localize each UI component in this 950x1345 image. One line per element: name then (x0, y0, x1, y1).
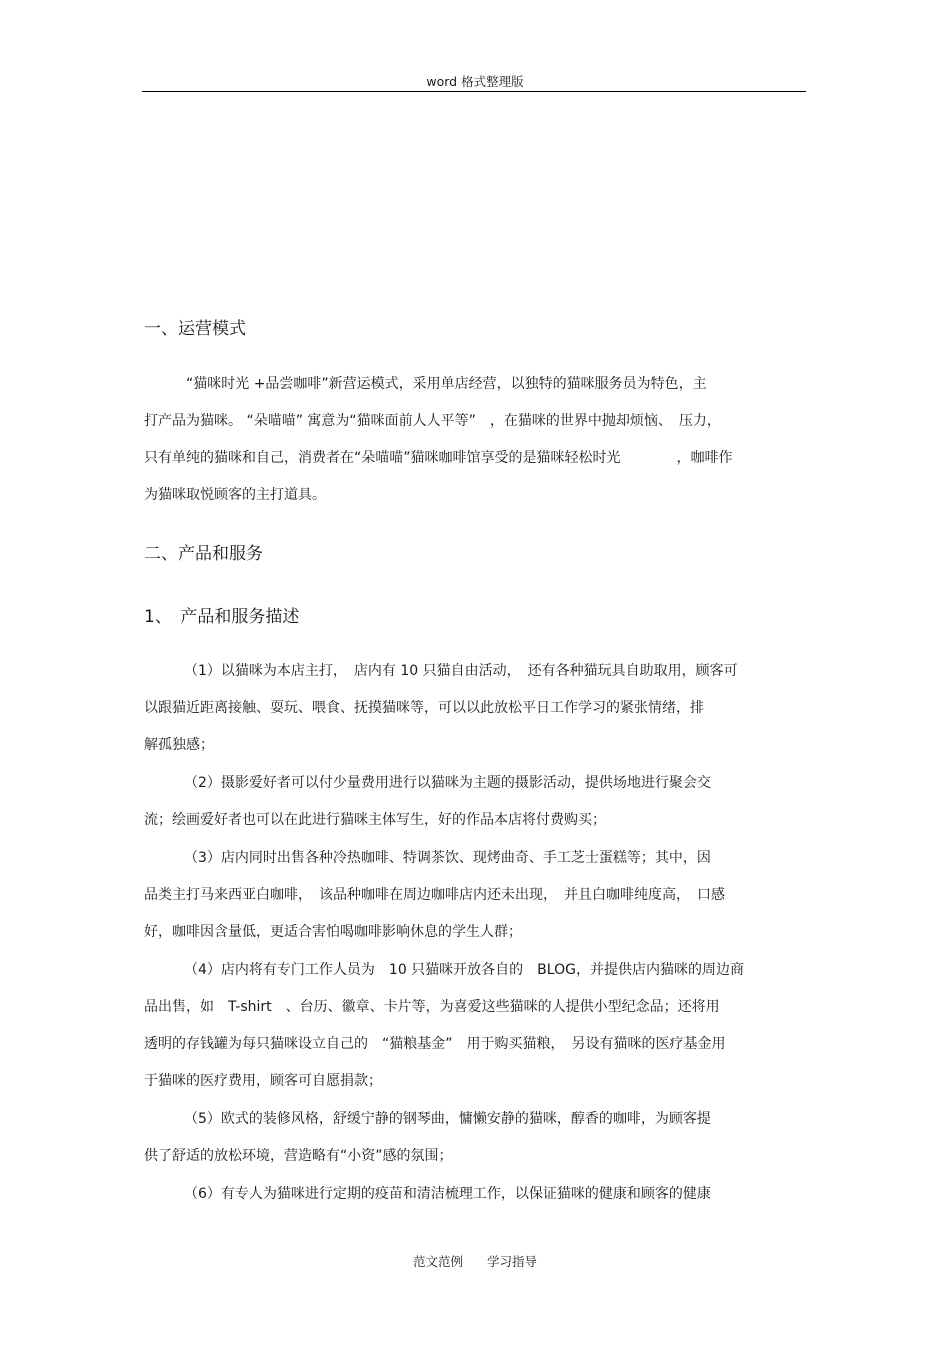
paragraph-line: （2）摄影爱好者可以付少量费用进行以猫咪为主题的摄影活动，提供场地进行聚会交 (184, 775, 711, 791)
page-footer (0, 1252, 950, 1270)
paragraph-line: 流；绘画爱好者也可以在此进行猫咪主体写生，好的作品本店将付费购买； (144, 812, 606, 828)
paragraph-line: （3）店内同时出售各种冷热咖啡、特调茶饮、现烤曲奇、手工芝士蛋糕等；其中，因 (184, 850, 711, 866)
paragraph-line: 只有单纯的猫咪和自己，消费者在“朵喵喵”猫咪咖啡馆享受的是猫咪轻松时光 ，咖啡作 (144, 450, 733, 466)
paragraph-line: 好，咖啡因含量低，更适合害怕喝咖啡影响休息的学生人群； (144, 924, 522, 940)
footer-right: 学习指导 (486, 1254, 537, 1269)
paragraph-line: 品类主打马来西亚白咖啡， 该品种咖啡在周边咖啡店内还未出现， 并且白咖啡纯度高， 口感 (144, 887, 725, 903)
page-header: word 格式整理版 (426, 74, 524, 89)
paragraph-line: 解孤独感； (144, 737, 214, 753)
paragraph-line: （5）欧式的装修风格，舒缓宁静的钢琴曲，慵懒安静的猫咪，醇香的咖啡，为顾客提 (184, 1111, 711, 1127)
header-rule (142, 91, 806, 92)
paragraph-line: （4）店内将有专门工作人员为 10 只猫咪开放各自的 BLOG，并提供店内猫咪的周边商 (184, 962, 744, 978)
section-heading-operations: 一、运营模式 (144, 319, 246, 339)
paragraph-line: （1）以猫咪为本店主打， 店内有 10 只猫自由活动， 还有各种猫玩具自助取用，顾客可 (184, 663, 738, 679)
paragraph-line: 为猫咪取悦顾客的主打道具。 (144, 487, 326, 503)
paragraph-line: 品出售，如 T-shirt 、台历、徽章、卡片等，为喜爱这些猫咪的人提供小型纪念品；还将用 (144, 999, 720, 1015)
paragraph-line: “猫咪时光 +品尝咖啡”新营运模式，采用单店经营，以独特的猫咪服务员为特色，主 (186, 376, 707, 392)
paragraph-line: （6）有专人为猫咪进行定期的疫苗和清洁梳理工作，以保证猫咪的健康和顾客的健康 (184, 1186, 711, 1202)
paragraph-line: 供了舒适的放松环境，营造略有“小资”感的氛围； (144, 1148, 453, 1164)
footer-left: 范文范例 (412, 1254, 463, 1269)
paragraph-line: 打产品为猫咪。 “朵喵喵” 寓意为“猫咪面前人人平等” ，在猫咪的世界中抛却烦恼、 压力， (144, 413, 721, 429)
paragraph-line: 以跟猫近距离接触、耍玩、喂食、抚摸猫咪等，可以以此放松平日工作学习的紧张情绪，排 (144, 700, 704, 716)
paragraph-line: 于猫咪的医疗费用，顾客可自愿捐款； (144, 1073, 382, 1089)
paragraph-line: 透明的存钱罐为每只猫咪设立自己的 “猫粮基金” 用于购买猫粮， 另设有猫咪的医疗基金用 (144, 1036, 726, 1052)
subsection-heading: 1、 产品和服务描述 (144, 607, 300, 627)
section-heading-products: 二、产品和服务 (144, 544, 263, 564)
